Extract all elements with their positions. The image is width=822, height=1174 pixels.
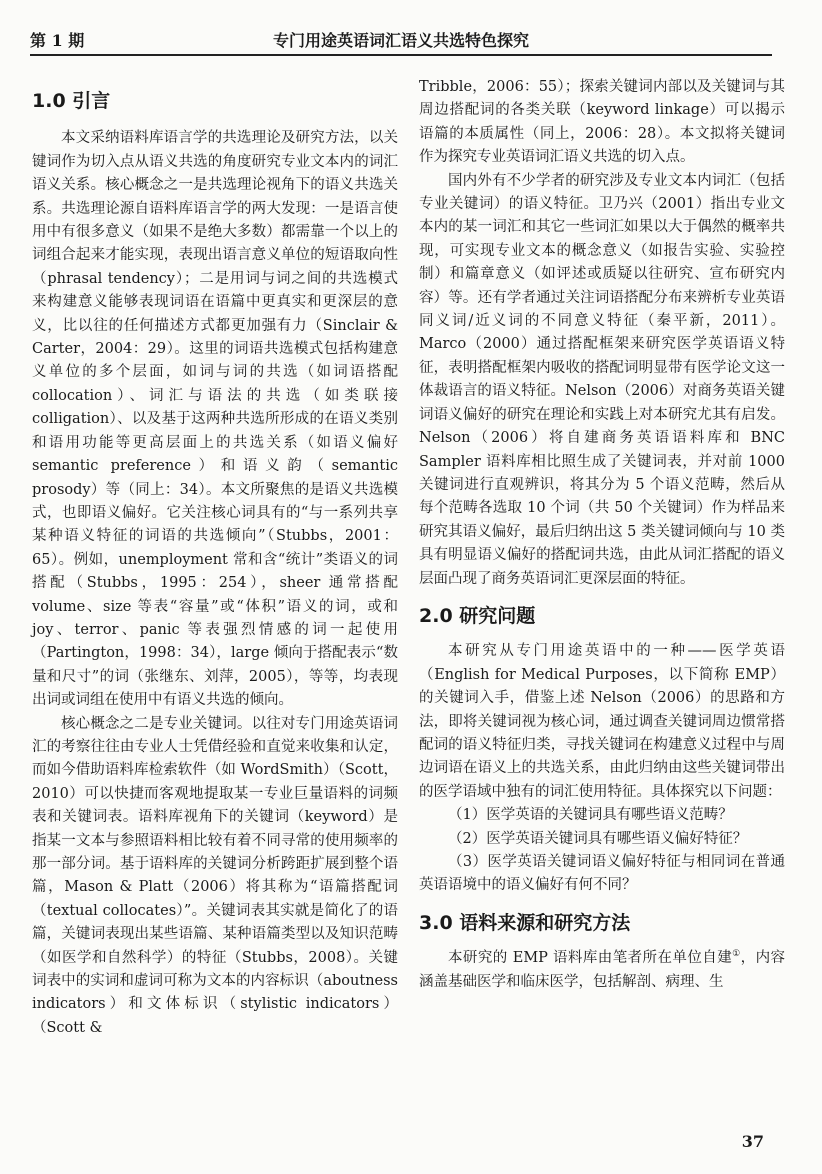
research-question: （2）医学英语关键词具有哪些语义偏好特征？: [448, 830, 748, 847]
page-number: 37: [741, 1132, 764, 1151]
issue-number: 第 1 期: [30, 31, 85, 50]
paragraph: 国内外有不少学者的研究涉及专业文本内词汇（包括专业关键词）的语义特征。卫乃兴（2001）指出专业文本内的某一词汇和其它一些词汇如果以大于偶然的概率共现，可实现专业文本的概念意义（如报告实验、实验控制）和篇章意义（如评述或质疑以往研究、宣布研究内容）等。还有学者通过关注词语搭配分布来辨析专业英语同义词/近义词的不同意义特征（秦平新，2011）。Marco（2000）通过搭配框架来研究医学英语语义特征，表明搭配框架内吸收的搭配词明显带有医学论文这一体裁语言的语义特征。Nelson（2006）对商务英语关键词语义偏好的研究在理论和实践上对本研究尤其有启发。Nelson（2006）将自建商务英语语料库和 BNC Sampler 语料库相比照生成了关键词表，并对前 1000 关键词进行直观辨识，将其分为 5 个语义范畴，然后从每个范畴各选取 10 个词（共 50 个关键词）作为样品来研究其语义偏好，最后归纳出这 5 类关键词倾向与 10 类具有明显语义偏好的搭配词共选，由此从词汇搭配的语义层面凸现了商务英语词汇更深层面的特征。: [419, 172, 785, 587]
paragraph: [419, 947, 785, 994]
paragraph: Tribble，2006：55）；探索关键词内部以及关键词与其周边搭配词的各类关联（keyword linkage）可以揭示语篇的本质属性（同上，2006：28）。本文拟将关键词作为探究专业英语词汇语义共选的切入点。: [419, 79, 785, 166]
paragraph: 核心概念之二是专业关键词。以往对专门用途英语词汇的考察往往由专业人士凭借经验和直觉来收集和认定，而如今借助语料库检索软件（如 WordSmith）（Scott，2010）可以快捷而客观地提取某一专业巨量语料的词频表和关键词表。语料库视角下的关键词（keyword）是指某一文本与参照语料相比较有着不同寻常的使用频率的那一部分词。基于语料库的关键词分析跨距扩展到整个语篇，Mason & Platt（2006）将其称为“语篇搭配词（textual collocates）”。关键词表其实就是简化了的语篇，关键词表现出某些语篇、某种语篇类型以及知识范畴（如医学和自然科学）的特征（Stubbs，2008）。关键词表中的实词和虚词可称为文本的内容标识（aboutness indicators）和文体标识（stylistic indicators）（Scott &: [32, 715, 398, 1036]
paragraph-text: 本研究的 EMP 语料库由笔者所在单位自建: [448, 950, 733, 967]
research-question: （3）医学英语关键词语义偏好特征与相同词在普通英语语境中的语义偏好有何不同？: [419, 854, 785, 894]
footnote-marker[interactable]: ①: [732, 949, 741, 960]
paragraph-text: ，内容涵盖基础医学和临床医学，包括解剖、病理、生: [419, 950, 785, 990]
running-header: [30, 26, 772, 56]
right-column: [419, 76, 785, 994]
left-column: [32, 76, 398, 1040]
section-heading-intro: 1.0 引言: [32, 90, 111, 112]
paragraph: 本研究从专门用途英语中的一种——医学英语（English for Medical Purposes，以下简称 EMP）的关键词入手，借鉴上述 Nelson（2006）的思路和方法，即将关键词视为核心词，通过调查关键词周边惯常搭配词的语义特征归类，寻找关键词在构建意义过程中与周边词语在语义上的共选关系，由此归纳由这些关键词带出的医学语域中独有的词汇使用特征。具体探究以下问题：: [419, 643, 785, 800]
section-heading-data-methods: 3.0 语料来源和研究方法: [419, 911, 631, 934]
paragraph: 本文采纳语料库语言学的共选理论及研究方法，以关键词作为切入点从语义共选的角度研究专业文本内的词汇语义关系。核心概念之一是共选理论视角下的语义共选关系。共选理论源自语料库语言学的两大发现：一是语言使用中有很多意义（如果不是绝大多数）都需靠一个以上的词组合起来才能实现，表现出语言意义单位的短语取向性（phrasal tendency）；二是用词与词之间的共选模式来构建意义能够表现词语在语篇中更真实和更深层的意义，比以往的任何描述方式都更加强有力（Sinclair & Carter，2004：29）。这里的词语共选模式包括构建意义单位的多个层面，如词与词的共选（如词语搭配collocation）、词汇与语法的共选（如类联接colligation）、以及基于这两种共选所形成的在语义类别和语用功能等更高层面上的共选关系（如语义偏好semantic preference）和语义韵（semantic prosody）等（同上：34）。本文所聚焦的是语义共选模式，也即语义偏好。它关注核心词具有的“与一系列共享某种语义特征的词语的共选倾向”（Stubbs，2001：65）。例如，unemployment 常和含“统计”类语义的词搭配（Stubbs，1995：254），sheer 通常搭配 volume、size 等表“容量”或“体积”语义的词，或和 joy、terror、panic 等表强烈情感的词一起使用（Partington，1998：34），large 倾向于搭配表示“数量和尺寸”的词（张继东、刘萍，2005），等等，均表现出词或词组在使用中有语义共选的倾向。: [32, 130, 398, 709]
section-heading-research-questions: 2.0 研究问题: [419, 604, 536, 627]
running-title: 专门用途英语词汇语义共选特色探究: [272, 31, 529, 50]
research-question: （1）医学英语的关键词具有哪些语义范畴？: [448, 807, 733, 824]
